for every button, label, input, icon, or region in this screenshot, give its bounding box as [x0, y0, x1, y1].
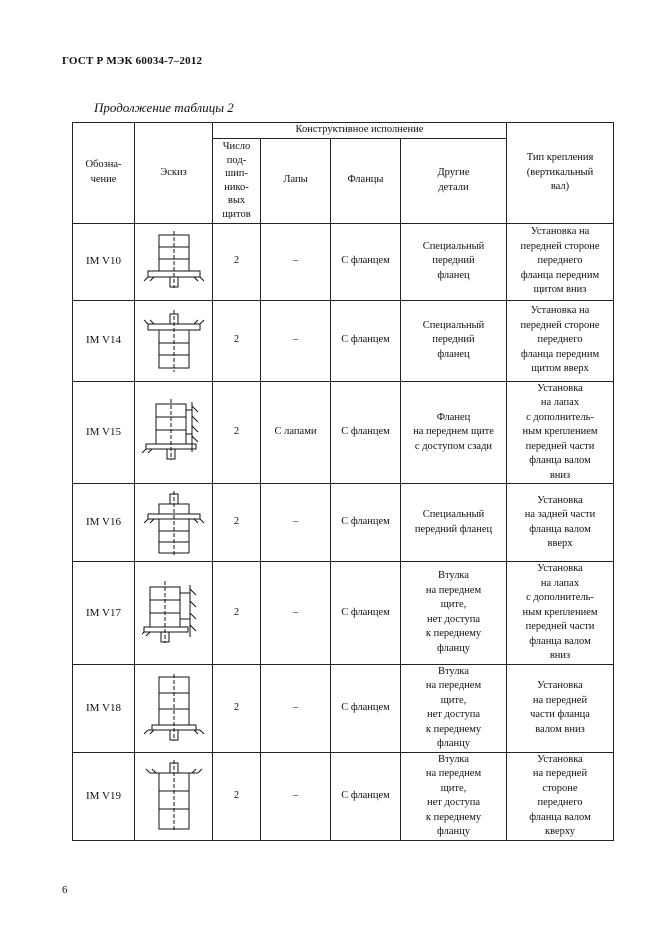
row-code: IM V18 — [73, 664, 135, 752]
row-mounting-line: на лапах — [540, 577, 580, 589]
row-other-line: фланец — [437, 348, 470, 360]
table-row — [73, 752, 614, 840]
header-design-group: Конструктивное исполнение — [213, 123, 507, 139]
header-designation-line: чение — [90, 173, 117, 185]
row-other — [401, 562, 507, 665]
header-mounting-line: вал) — [550, 181, 570, 192]
header-bearings-line: шип- — [225, 168, 248, 179]
row-mounting — [507, 300, 614, 381]
row-other — [401, 484, 507, 562]
row-mounting-line: валом вниз — [535, 723, 585, 735]
header-sketch: Эскиз — [135, 123, 213, 224]
header-mounting-line: (вертикальный — [526, 166, 594, 178]
row-other-line: нет доступа — [427, 709, 480, 720]
row-other — [401, 223, 507, 300]
row-mounting-line: фланца передним — [520, 269, 600, 281]
row-other-line: щите, — [440, 782, 467, 794]
row-mounting-line: передней стороне — [520, 319, 600, 331]
table-row — [73, 562, 614, 665]
row-bearings: 2 — [213, 562, 261, 665]
row-mounting-line: переднего — [537, 334, 583, 346]
row-feet: – — [261, 484, 331, 562]
row-flanges: С фланцем — [331, 562, 401, 665]
row-mounting-line: фланца передним — [520, 348, 600, 360]
row-other-line: к переднему — [425, 723, 482, 735]
row-mounting — [507, 381, 614, 484]
row-other-line: Специальный — [422, 240, 485, 252]
row-mounting-line: передней части — [525, 621, 595, 632]
row-mounting — [507, 562, 614, 665]
row-other — [401, 381, 507, 484]
row-flanges: С фланцем — [331, 381, 401, 484]
row-code: IM V14 — [73, 300, 135, 381]
row-other-line: Втулка — [437, 665, 470, 677]
row-flanges: С фланцем — [331, 484, 401, 562]
row-mounting-line: фланца валом — [529, 523, 591, 535]
row-feet: – — [261, 223, 331, 300]
row-mounting-line: стороне — [542, 782, 578, 794]
sketch-cell — [135, 752, 213, 840]
row-other-line: на переднем — [425, 680, 482, 691]
header-other — [401, 138, 507, 223]
row-mounting-line: Установка — [537, 494, 583, 506]
row-bearings: 2 — [213, 664, 261, 752]
row-mounting-line: Установка — [537, 382, 583, 394]
row-bearings: 2 — [213, 223, 261, 300]
row-other-line: нет доступа — [427, 613, 480, 625]
sketch-im-v14 — [142, 308, 206, 374]
row-mounting-line: Установка на — [530, 305, 590, 317]
row-mounting-line: ным креплением — [522, 606, 598, 618]
row-other-line: передний — [432, 334, 475, 346]
sketch-cell — [135, 562, 213, 665]
table-row — [73, 381, 614, 484]
row-mounting-line: передней части — [525, 440, 595, 452]
row-other-line: Специальный — [422, 509, 485, 520]
row-code: IM V17 — [73, 562, 135, 665]
row-mounting — [507, 664, 614, 752]
row-mounting-line: с дополнитель- — [526, 411, 594, 423]
row-mounting-line: фланца валом — [529, 635, 591, 647]
row-feet: – — [261, 664, 331, 752]
row-flanges: С фланцем — [331, 300, 401, 381]
row-mounting-line: Установка — [537, 563, 583, 574]
header-other-line: Другие — [437, 167, 470, 178]
row-mounting-line: Установка — [537, 680, 583, 691]
table-caption: Продолжение таблицы 2 — [94, 100, 234, 115]
row-other-line: фланцу — [437, 826, 470, 837]
row-mounting-line: фланца валом — [529, 455, 591, 466]
row-code: IM V15 — [73, 381, 135, 484]
header-flanges: Фланцы — [331, 138, 401, 223]
header-bearings-line: щитов — [222, 208, 251, 220]
row-mounting-line: щитом вниз — [533, 284, 587, 296]
sketch-im-v15 — [142, 396, 206, 468]
row-flanges: С фланцем — [331, 752, 401, 840]
row-mounting-line: на лапах — [540, 397, 580, 408]
sketch-cell — [135, 381, 213, 484]
header-feet: Лапы — [261, 138, 331, 223]
row-feet: – — [261, 752, 331, 840]
row-code: IM V16 — [73, 484, 135, 562]
row-other-line: на переднем — [425, 768, 482, 779]
sketch-im-v17 — [142, 577, 206, 649]
row-mounting-line: Установка на — [530, 226, 590, 238]
sketch-im-v18 — [142, 673, 206, 743]
row-mounting-line: Установка — [537, 753, 583, 765]
row-other-line: Фланец — [436, 411, 471, 423]
header-mounting — [507, 123, 614, 224]
row-mounting — [507, 484, 614, 562]
row-mounting-line: ным креплением — [522, 426, 598, 437]
row-feet: С лапами — [261, 381, 331, 484]
row-other-line: на переднем — [425, 584, 482, 596]
row-mounting-line: щитом вверх — [531, 363, 589, 375]
row-other-line: к переднему — [425, 811, 482, 823]
row-other — [401, 664, 507, 752]
row-mounting — [507, 223, 614, 300]
sketch-im-v10 — [142, 230, 206, 294]
row-mounting-line: на передней — [532, 768, 588, 779]
row-other-line: Специальный — [422, 319, 485, 331]
header-mounting-line: Тип крепления — [526, 152, 594, 163]
sketch-cell — [135, 664, 213, 752]
table-row — [73, 223, 614, 300]
sketch-im-v19 — [142, 759, 206, 833]
row-other-line: щите, — [440, 694, 467, 706]
row-code: IM V10 — [73, 223, 135, 300]
row-mounting-line: вниз — [549, 650, 571, 661]
row-mounting-line: вниз — [549, 469, 571, 481]
row-other-line: Втулка — [437, 753, 470, 765]
row-other-line: к переднему — [425, 628, 482, 640]
row-mounting-line: переднего — [537, 797, 583, 808]
table-row — [73, 484, 614, 562]
row-other-line: фланцу — [437, 642, 470, 654]
row-code: IM V19 — [73, 752, 135, 840]
header-bearings-line: нико- — [224, 181, 249, 193]
header-bearings-line: Число — [222, 141, 251, 152]
header-other-line: детали — [438, 181, 469, 193]
row-bearings: 2 — [213, 752, 261, 840]
row-other-line: с доступом сзади — [414, 440, 493, 452]
row-mounting-line: на задней части — [524, 509, 596, 520]
row-flanges: С фланцем — [331, 664, 401, 752]
row-other-line: Втулка — [437, 570, 470, 582]
sketch-cell — [135, 300, 213, 381]
row-other — [401, 300, 507, 381]
row-feet: – — [261, 300, 331, 381]
row-mounting-line: фланца валом — [529, 811, 591, 823]
row-flanges: С фланцем — [331, 223, 401, 300]
sketch-cell — [135, 484, 213, 562]
sketch-im-v16 — [142, 490, 206, 556]
row-other-line: передний фланец — [414, 523, 493, 535]
row-other-line: на переднем щите — [413, 426, 494, 437]
document-title: ГОСТ Р МЭК 60034-7–2012 — [62, 55, 203, 67]
row-mounting-line: части фланца — [530, 709, 590, 720]
row-other-line: передний — [432, 255, 475, 267]
sketch-cell — [135, 223, 213, 300]
row-bearings: 2 — [213, 300, 261, 381]
header-bearings-line: вых — [227, 195, 246, 206]
row-other-line: щите, — [440, 599, 467, 611]
row-other-line: нет доступа — [427, 797, 480, 808]
row-mounting-line: кверху — [544, 826, 575, 837]
row-other-line: фланец — [437, 269, 470, 281]
row-mounting-line: с дополнитель- — [526, 592, 594, 603]
row-mounting-line: передней стороне — [520, 240, 600, 252]
table-row — [73, 300, 614, 381]
table-row — [73, 664, 614, 752]
header-designation — [73, 123, 135, 224]
row-mounting-line: вверх — [547, 538, 573, 549]
header-bearings — [213, 138, 261, 223]
row-mounting-line: переднего — [537, 255, 583, 267]
row-other — [401, 752, 507, 840]
header-designation-line: Обозна- — [85, 159, 122, 171]
row-mounting-line: на передней — [532, 694, 588, 706]
row-bearings: 2 — [213, 484, 261, 562]
header-bearings-line: под- — [226, 154, 247, 166]
row-bearings: 2 — [213, 381, 261, 484]
page-number: 6 — [62, 884, 68, 896]
row-mounting — [507, 752, 614, 840]
row-feet: – — [261, 562, 331, 665]
design-table — [72, 122, 614, 841]
row-other-line: фланцу — [437, 738, 470, 749]
